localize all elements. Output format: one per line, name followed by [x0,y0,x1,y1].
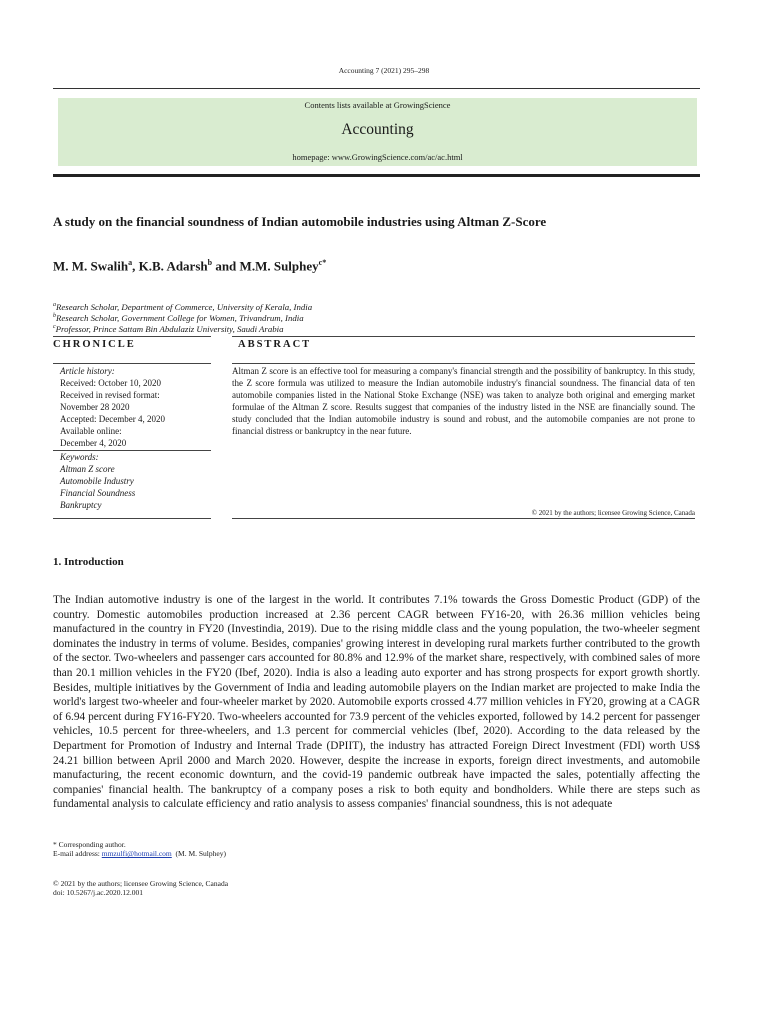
chronicle-head-rule [53,363,211,364]
author-sup: a [128,258,133,267]
doi[interactable]: doi: 10.5267/j.ac.2020.12.001 [53,888,143,897]
author-name: K.B. Adarsh [138,258,208,274]
history-line: Available online: [60,426,122,436]
history-line: Accepted: December 4, 2020 [60,414,165,424]
abstract-text: Altman Z score is an effective tool for measuring a company's financial strength and the possibility of bankruptcy. In this study, the Z score formula was utilized to measure the Indian automobile industry's financial soundness. The financial data of ten automobile companies listed in the National Stoke Exchange (NSE) was taken to analyze both original and emerging market formulae of the Altman Z score. Results suggest that companies of the industry listed in the NSE are financially sound. The study concluded that the Indian automobile industry is sound and robust, and the automobile companies are not prone to financial distress or bankruptcy in the near future. [232,366,695,436]
email-link[interactable]: mmzulfi@hotmail.com [101,849,172,858]
keyword-item: Bankruptcy [60,500,102,510]
journal-homepage[interactable]: homepage: www.GrowingScience.com/ac/ac.html [292,152,463,162]
keyword-item: Altman Z score [60,464,115,474]
abstract-top-rule [232,336,695,337]
history-line: November 28 2020 [60,402,130,412]
affiliation-text: Professor, Prince Sattam Bin Abdulaziz University, Saudi Arabia [55,324,284,334]
keywords-label: Keywords: [60,452,99,462]
contents-note: Contents lists available at GrowingScience [304,100,451,110]
history-line: Received in revised format: [60,390,160,400]
author-name: M.M. Sulphey [239,258,319,274]
affiliation-text: Research Scholar, Department of Commerce, University of Kerala, India [56,302,313,312]
affiliation-text: Research Scholar, Government College for Women, Trivandrum, India [56,313,304,323]
email-line [53,849,226,858]
abstract-head-rule [232,363,695,364]
email-label: E-mail address: [53,849,102,858]
chronicle-top-rule [53,336,211,337]
affiliation [53,313,304,323]
intro-heading: 1. Introduction [53,556,124,568]
affiliation [53,324,284,334]
affiliation-sup: b [53,313,56,320]
journal-name: Accounting [341,121,414,138]
author-name: M. M. Swalih [53,258,129,274]
affiliation-sup: c [53,324,56,331]
intro-paragraph: The Indian automotive industry is one of the largest in the world. It contributes 7.1% towards the Gross Domestic Product (GDP) of the country. Domestic automobiles production increased at 2.36 percent CAGR between FY16-20, with 26.36 million vehicles being manufactured in the country in FY20 (Investindia, 2019). Due to the rising middle class and the young population, the two-wheeler segment dominates the industry in terms of volume. Besides, companies' growing interest in developing rural markets further contributed to the growth of the sector. Two-wheelers and passenger cars accounted for 80.8% and 12.9% of the market share, respectively, with combined sales of more than 20.1 million vehicles in the FY20 (Ibef, 2020). India is also a leading auto exporter and has strong prospects for export growth shortly. Besides, multiple initiatives by the Government of India and leading automobile players on the Indian market are projected to make India the world's largest two-wheeler and four-wheeler market by 2020. Automobile exports crossed 4.77 million vehicles in FY20, growing at a CAGR of 6.94 percent during FY16-FY20. Two-wheelers accounted for 73.9 percent of the vehicles exported, followed by 14.2 percent for passenger vehicles, 10.5 percent for three-wheelers, and 1.3 percent for commercial vehicles (Ibef, 2020). According to the data released by the Department for Promotion of Industry and Internal Trade (DPIIT), the industry has attracted Foreign Direct Investment (FDI) worth US$ 24.21 billion between April 2000 and March 2020. However, despite the increase in exports, foreign direct investments, and automobile manufacturing, the recent economic downturn, and the covid-19 pandemic outbreak have impacted the sales, potentially affecting the companies' financial health. The bankruptcy of a company poses a risk to both equity and bondholders. While there are steps such as fundamental analysis to calculate efficiency and ratio analysis to assess companies' financial soundness, this is not adequate [53,594,700,811]
author-separator: and [212,258,240,274]
author-sup: c* [318,258,327,267]
corresponding-note: * Corresponding author. [53,840,126,849]
author-list [53,258,326,274]
history-line: Received: October 10, 2020 [60,378,161,388]
abstract-heading: ABSTRACT [238,339,312,350]
chronicle-bottom-rule [53,518,211,519]
keywords [60,451,135,511]
history-line: December 4, 2020 [60,438,127,448]
keyword-item: Automobile Industry [60,476,134,486]
author-separator: , [132,258,139,274]
abstract-copyright: © 2021 by the authors; licensee Growing Science, Canada [531,509,695,517]
affiliation-sup: a [53,302,56,309]
top-rule [53,88,700,89]
history-label: Article history: [60,366,115,376]
affiliation [53,302,312,312]
article-title: A study on the financial soundness of Indian automobile industries using Altman Z-Score [53,214,547,229]
keyword-item: Financial Soundness [60,488,136,498]
email-name: (M. M. Sulphey) [175,849,226,858]
author-sup: b [207,258,213,267]
abstract-bottom-rule [232,518,695,519]
article-history [60,365,165,449]
thick-rule [53,174,700,177]
chronicle-heading: CHRONICLE [53,339,136,350]
journal-reference: Accounting 7 (2021) 295–298 [338,66,430,75]
journal-banner [58,98,697,166]
license-note: © 2021 by the authors; licensee Growing Science, Canada [53,879,229,888]
